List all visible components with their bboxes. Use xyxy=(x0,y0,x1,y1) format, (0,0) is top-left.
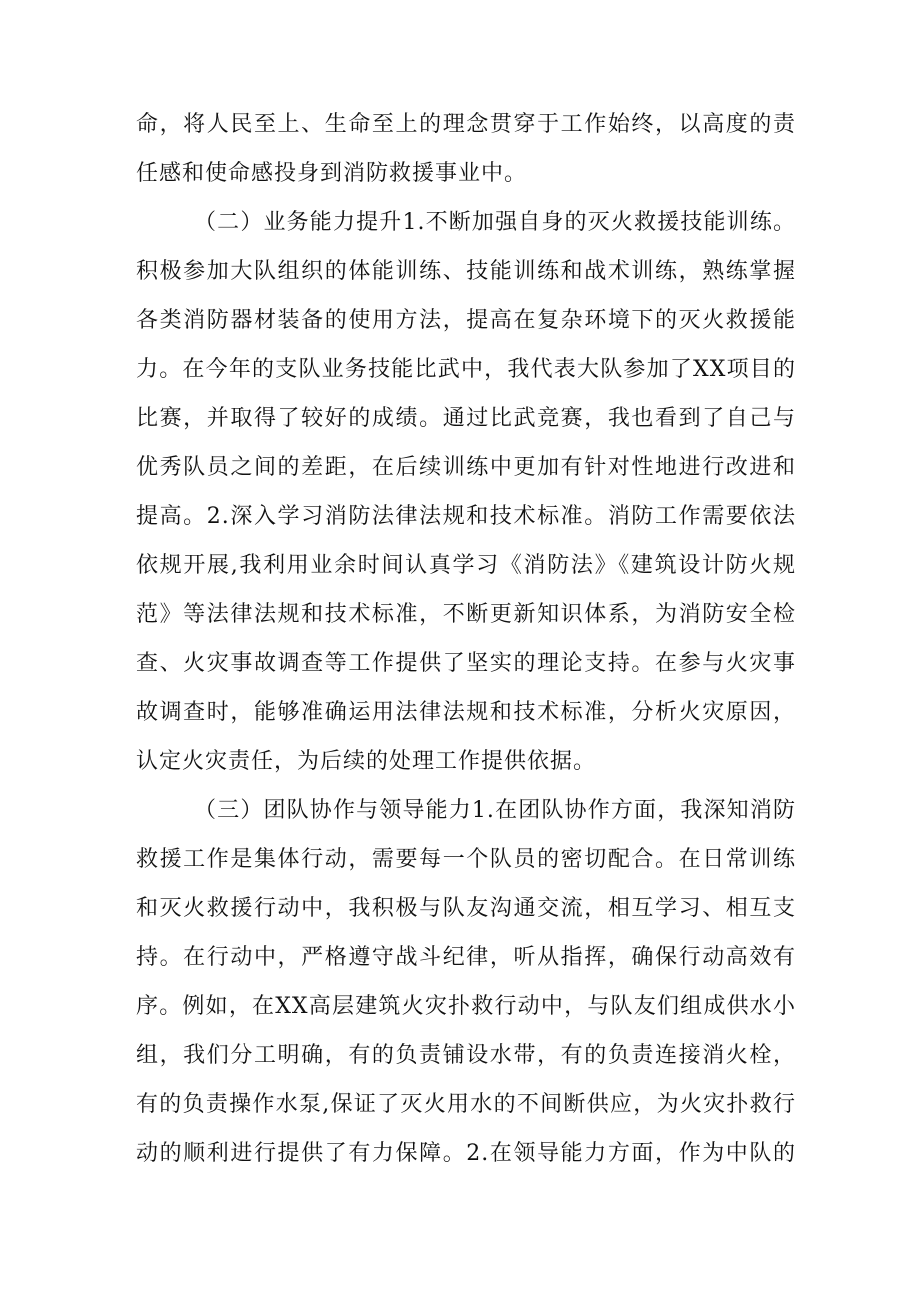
text-line: 有的负责操作水泵,保证了灭火用水的不间断供应，为火灾扑救行 xyxy=(136,1092,796,1117)
text-line: 力。在今年的支队业务技能比武中，我代表大队参加了XX项目的 xyxy=(136,357,796,382)
text-line: 任感和使命感投身到消防救援事业中。 xyxy=(136,161,528,186)
text-line: 救援工作是集体行动，需要每一个队员的密切配合。在日常训练 xyxy=(136,847,796,872)
text-line: 比赛，并取得了较好的成绩。通过比武竞赛，我也看到了自己与 xyxy=(136,406,796,431)
text-line: 命，将人民至上、生命至上的理念贯穿于工作始终，以高度的责 xyxy=(136,112,796,137)
document-body xyxy=(136,100,796,1178)
text-line: 提高。2.深入学习消防法律法规和技术标准。消防工作需要依法 xyxy=(136,504,796,529)
text-line: 积极参加大队组织的体能训练、技能训练和战术训练，熟练掌握 xyxy=(136,259,796,284)
text-line: 依规开展,我利用业余时间认真学习《消防法》《建筑设计防火规 xyxy=(136,553,796,578)
text-line: 动的顺利进行提供了有力保障。2.在领导能力方面，作为中队的 xyxy=(136,1141,796,1166)
text-line: 查、火灾事故调查等工作提供了坚实的理论支持。在参与火灾事 xyxy=(136,651,796,676)
text-line: 和灭火救援行动中，我积极与队友沟通交流，相互学习、相互支 xyxy=(136,896,796,921)
text-line: 组，我们分工明确，有的负责铺设水带，有的负责连接消火栓， xyxy=(136,1043,796,1068)
section-heading-line: （三）团队协作与领导能力1.在团队协作方面，我深知消防 xyxy=(194,798,796,823)
text-line: 故调查时，能够准确运用法律法规和技术标准，分析火灾原因， xyxy=(136,700,796,725)
text-line: 范》等法律法规和技术标准，不断更新知识体系，为消防安全检 xyxy=(136,602,796,627)
text-line: 认定火灾责任，为后续的处理工作提供依据。 xyxy=(136,749,597,774)
section-heading-line: （二）业务能力提升1.不断加强自身的灭火救援技能训练。 xyxy=(194,210,796,235)
text-line: 序。例如，在XX高层建筑火灾扑救行动中，与队友们组成供水小 xyxy=(136,994,796,1019)
text-line: 持。在行动中，严格遵守战斗纪律，听从指挥，确保行动高效有 xyxy=(136,945,796,970)
text-line: 优秀队员之间的差距，在后续训练中更加有针对性地进行改进和 xyxy=(136,455,796,480)
text-line: 各类消防器材装备的使用方法，提高在复杂环境下的灭火救援能 xyxy=(136,308,796,333)
